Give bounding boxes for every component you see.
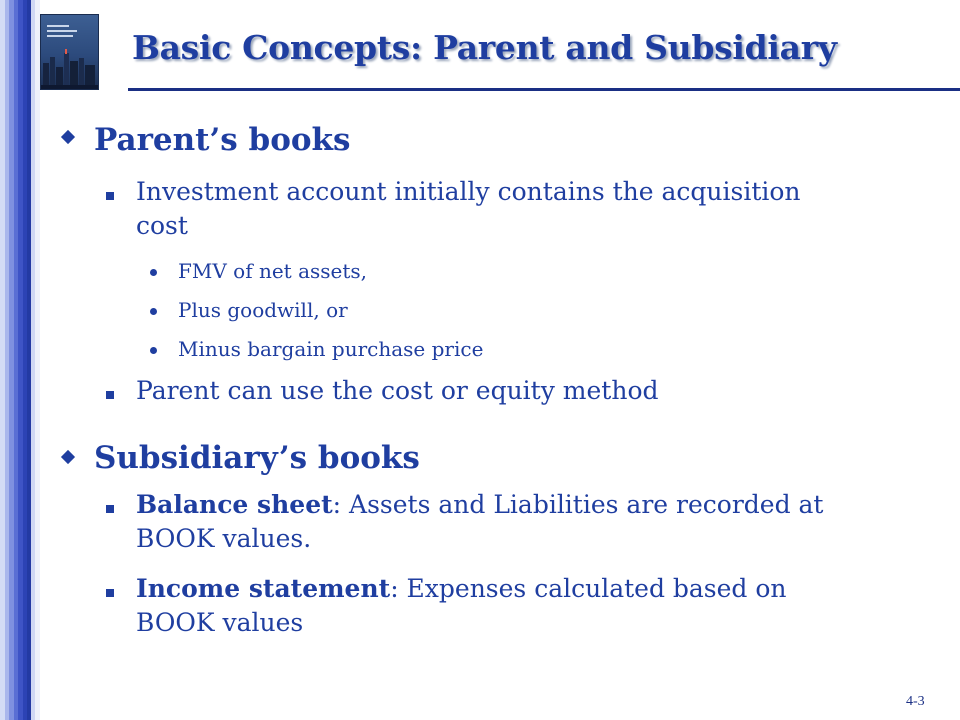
left-stripe-decoration — [0, 0, 40, 720]
round-bullet-icon — [150, 347, 157, 354]
bullet-balance-sheet — [136, 488, 856, 556]
bullet-income-statement — [136, 572, 856, 640]
square-bullet-icon — [106, 192, 114, 200]
square-bullet-icon — [106, 589, 114, 597]
bullet-investment-account: Investment account initially contains the acquisition cost — [136, 177, 801, 240]
balance-sheet-text: : Assets and Liabilities are recorded at BOOK values. — [136, 490, 824, 553]
section-heading-subsidiary: Subsidiary’s books — [94, 440, 420, 476]
round-bullet-icon — [150, 269, 157, 276]
subbullet-fmv: FMV of net assets, — [178, 259, 368, 283]
income-statement-text: : Expenses calculated based on BOOK values — [136, 574, 787, 637]
diamond-bullet-icon — [61, 450, 75, 464]
square-bullet-icon — [106, 391, 114, 399]
title-underline — [128, 88, 960, 91]
balance-sheet-label: Balance sheet — [136, 490, 333, 519]
subbullet-bargain: Minus bargain purchase price — [178, 337, 484, 361]
section-heading-parent: Parent’s books — [94, 122, 351, 158]
textbook-cover-image — [40, 14, 99, 90]
page-number: 4-3 — [906, 694, 925, 709]
subbullet-goodwill: Plus goodwill, or — [178, 298, 348, 322]
diamond-bullet-icon — [61, 130, 75, 144]
slide-title: Basic Concepts: Parent and Subsidiary — [132, 28, 837, 67]
round-bullet-icon — [150, 308, 157, 315]
square-bullet-icon — [106, 505, 114, 513]
bullet-cost-equity: Parent can use the cost or equity method — [136, 376, 659, 405]
income-statement-label: Income statement — [136, 574, 391, 603]
